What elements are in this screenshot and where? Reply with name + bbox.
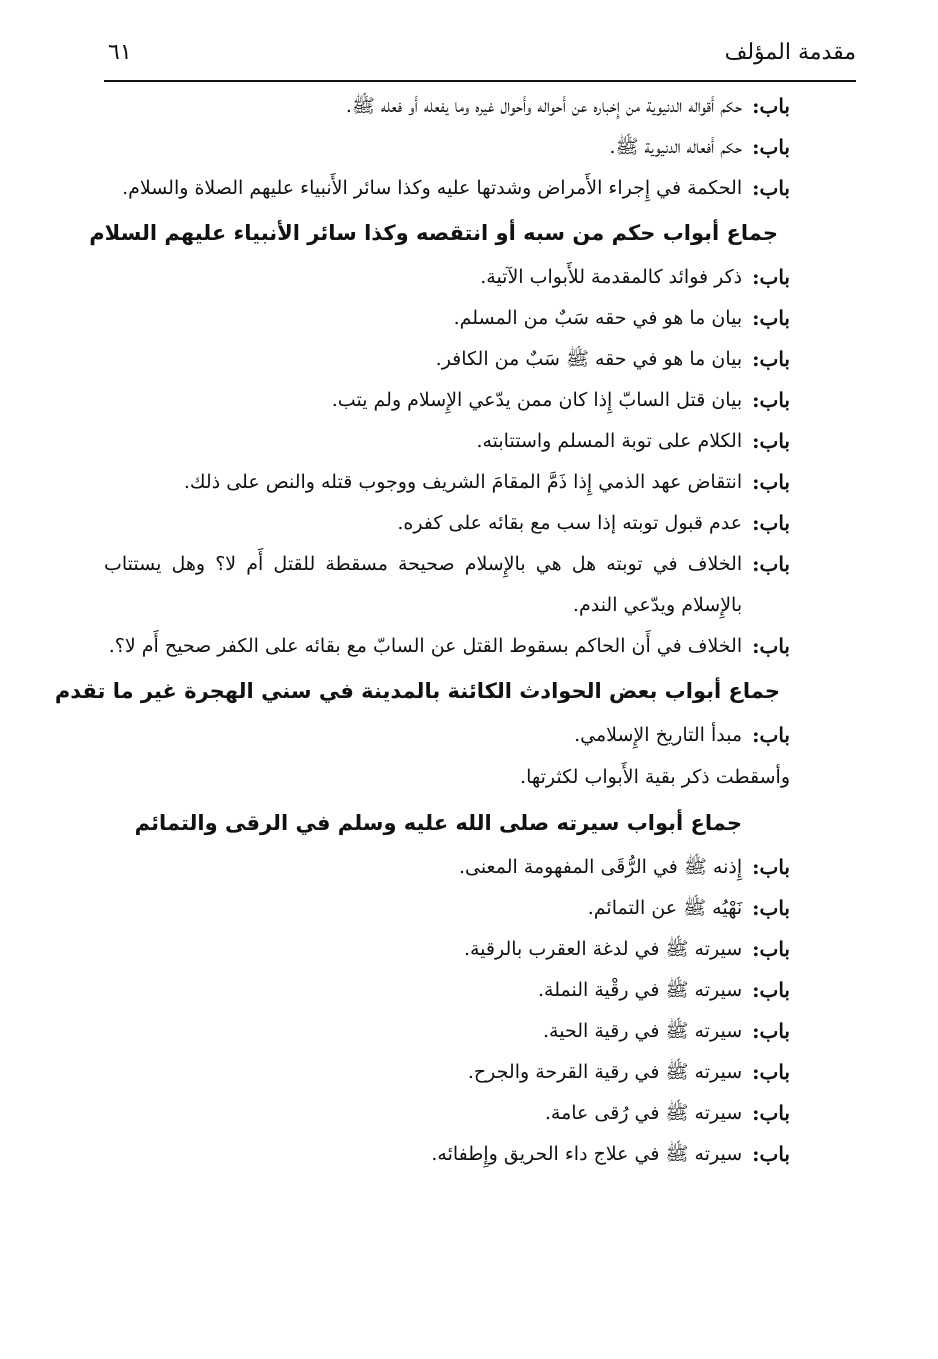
chapter-title: الحكمة في إِجراء الأَمراض وشدتها عليه وكذا سائر الأَنبياء عليهم الصلاة والسلام. <box>122 177 743 199</box>
chapter-prefix: باب: <box>752 1060 790 1084</box>
chapter-title: بيان ما هو في حقه سَبٌ من المسلم. <box>453 307 743 329</box>
chapter-entry <box>104 1052 790 1093</box>
chapter-entry <box>104 127 790 168</box>
chapter-prefix: باب: <box>752 723 790 747</box>
chapter-prefix: باب: <box>752 855 790 879</box>
chapter-prefix: باب: <box>752 135 790 159</box>
chapter-title: حكم أَقواله الدنيوية من إِخباره عن أَحواله وأَحوال غيره وما يفعله أَو فعله ﷺ. <box>345 95 743 117</box>
chapter-prefix: باب: <box>752 937 790 961</box>
chapter-title: عدم قبول توبته إذا سب مع بقائه على كفره. <box>397 512 743 534</box>
chapter-prefix: باب: <box>752 176 790 200</box>
entry-group-3 <box>104 715 790 756</box>
chapter-entry <box>104 970 790 1011</box>
chapter-title: ذكر فوائد كالمقدمة للأَبواب الآتية. <box>480 266 743 288</box>
chapter-entry <box>104 503 790 544</box>
entry-group-4 <box>104 847 790 1175</box>
chapter-entry <box>104 257 790 298</box>
chapter-title: الخلاف في توبته هل هي بالإِسلام صحيحة مسقطة للقتل أَم لا؟ وهل يستتاب بالإِسلام ويدّعي الندم. <box>104 553 743 616</box>
chapter-entry <box>104 86 790 127</box>
chapter-entry <box>104 929 790 970</box>
chapter-title: نَهْيُه ﷺ عن التمائم. <box>587 897 743 919</box>
chapter-prefix: باب: <box>752 1101 790 1125</box>
chapter-title: إِذنه ﷺ في الرُّقَى المفهومة المعنى. <box>458 856 743 878</box>
chapter-prefix: باب: <box>752 347 790 371</box>
chapter-entry <box>104 339 790 380</box>
page-content <box>54 86 790 1175</box>
chapter-title: الكلام على توبة المسلم واستتابته. <box>476 430 743 452</box>
chapter-entry <box>104 626 790 667</box>
chapter-entry <box>104 715 790 756</box>
chapter-title: سيرته ﷺ في رقية القرحة والجرح. <box>467 1061 743 1083</box>
chapter-prefix: باب: <box>752 470 790 494</box>
chapter-entry <box>104 847 790 888</box>
chapter-title: سيرته ﷺ في رقية الحية. <box>543 1020 743 1042</box>
chapter-title: بيان قتل السابّ إِذا كان ممن يدّعي الإِسلام ولم يتب. <box>331 389 743 411</box>
entry-group-1 <box>104 86 790 209</box>
header-title: مقدمة المؤلف <box>724 40 856 65</box>
chapter-title: سيرته ﷺ في لدغة العقرب بالرقية. <box>463 938 743 960</box>
chapter-prefix: باب: <box>752 265 790 289</box>
page-number: ٦١ <box>108 40 132 65</box>
chapter-title: حكم أَفعاله الدنيوية ﷺ. <box>609 136 743 158</box>
chapter-entry <box>104 462 790 503</box>
chapter-title: سيرته ﷺ في علاج داء الحريق وإِطفائه. <box>431 1143 743 1165</box>
chapter-entry <box>104 888 790 929</box>
entry-group-2 <box>104 257 790 667</box>
chapter-entry <box>104 1011 790 1052</box>
chapter-title: انتقاض عهد الذمي إِذا ذَمَّ المقامَ الشريف ووجوب قتله والنص على ذلك. <box>183 471 743 493</box>
chapter-prefix: باب: <box>752 94 790 118</box>
chapter-prefix: باب: <box>752 978 790 1002</box>
chapter-title: سيرته ﷺ في رُقى عامة. <box>544 1102 743 1124</box>
chapter-title: مبدأ التاريخ الإِسلامي. <box>574 724 743 746</box>
chapter-entry <box>104 298 790 339</box>
chapter-prefix: باب: <box>752 634 790 658</box>
chapter-prefix: باب: <box>752 1019 790 1043</box>
chapter-prefix: باب: <box>752 896 790 920</box>
section-heading: جماع أبواب سيرته صلى الله عليه وسلم في الرقى والتمائم <box>134 811 742 835</box>
chapter-title: بيان ما هو في حقه ﷺ سَبٌ من الكافر. <box>435 348 743 370</box>
section-heading: جماع أبواب حكم من سبه أو انتقصه وكذا سائر الأنبياء عليهم السلام <box>89 221 778 245</box>
section-heading: جماع أبواب بعض الحوادث الكائنة بالمدينة في سني الهجرة غير ما تقدم <box>54 679 780 703</box>
chapter-prefix: باب: <box>752 511 790 535</box>
chapter-prefix: باب: <box>752 306 790 330</box>
chapter-entry <box>104 380 790 421</box>
note-line: وأسقطت ذكر بقية الأَبواب لكثرتها. <box>520 766 790 788</box>
chapter-entry <box>104 1093 790 1134</box>
running-header <box>104 36 856 82</box>
chapter-entry <box>104 168 790 209</box>
chapter-prefix: باب: <box>752 552 790 576</box>
chapter-entry <box>104 544 790 626</box>
chapter-entry <box>104 421 790 462</box>
chapter-title: الخلاف في أَن الحاكم بسقوط القتل عن السابّ مع بقائه على الكفر صحيح أَم لا؟. <box>108 635 743 657</box>
chapter-prefix: باب: <box>752 388 790 412</box>
chapter-prefix: باب: <box>752 1142 790 1166</box>
chapter-entry <box>104 1134 790 1175</box>
chapter-prefix: باب: <box>752 429 790 453</box>
chapter-title: سيرته ﷺ في رقْية النملة. <box>538 979 743 1001</box>
